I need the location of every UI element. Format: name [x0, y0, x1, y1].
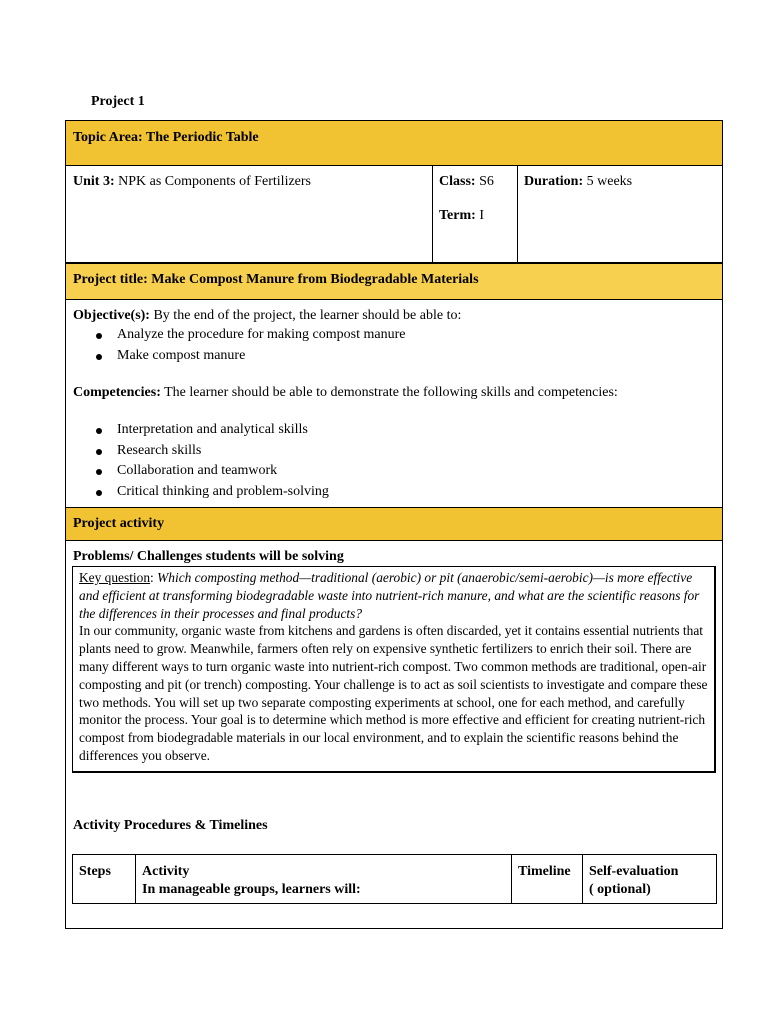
competency-item: Interpretation and analytical skills — [117, 420, 715, 441]
key-question-label: Key question — [79, 570, 151, 585]
procedures-title: Activity Procedures & Timelines — [73, 818, 268, 833]
project-title: Project title: Make Compost Manure from Biodegradable Materials — [73, 272, 479, 287]
project-title-row — [66, 263, 722, 300]
activity-header: Activity In manageable groups, learners will: — [136, 855, 512, 904]
objectives-intro: By the end of the project, the learner should be able to: — [149, 308, 462, 323]
unit-text: NPK as Components of Fertilizers — [114, 174, 311, 189]
term-label: Term: — [439, 208, 476, 223]
term-value: I — [475, 208, 484, 223]
competencies-intro: The learner should be able to demonstrate the following skills and competencies: — [160, 385, 618, 400]
table-header-row — [73, 855, 717, 904]
class-label: Class: — [439, 174, 476, 189]
project-table — [65, 120, 723, 929]
competency-item: Critical thinking and problem-solving — [117, 482, 715, 503]
duration-label: Duration: — [524, 174, 584, 189]
competency-item: Research skills — [117, 441, 715, 462]
key-question-box — [72, 566, 716, 773]
project-label: Project 1 — [91, 94, 145, 109]
activity-body — [66, 541, 722, 928]
class-term-cell — [433, 166, 518, 262]
objectives-section — [66, 300, 722, 508]
competencies-label: Competencies: — [73, 385, 161, 400]
objectives-list — [73, 325, 715, 366]
unit-cell — [66, 166, 433, 262]
timeline-header: Timeline — [512, 855, 583, 904]
problems-title: Problems/ Challenges students will be solving — [73, 549, 344, 564]
class-value: S6 — [475, 174, 494, 189]
duration-cell — [518, 166, 722, 262]
competencies-list — [73, 420, 715, 502]
unit-row — [66, 166, 722, 263]
duration-value: 5 weeks — [583, 174, 633, 189]
objective-item: Analyze the procedure for making compost manure — [117, 325, 715, 346]
competency-item: Collaboration and teamwork — [117, 461, 715, 482]
steps-header: Steps — [73, 855, 136, 904]
self-evaluation-header: Self-evaluation ( optional) — [583, 855, 717, 904]
challenge-description: In our community, organic waste from kitchens and gardens is often discarded, yet it contains essential nutrients that plants need to grow. Meanwhile, farmers often rely on expensive synthetic fertilizers to enrich their soil. There are many different ways to turn organic waste into nutrient-rich compost. Two common methods are traditional, open-air composting and pit (or trench) composting. Your challenge is to act as soil scientists to investigate and compare these two methods. You will set up two separate composting experiments at school, one for each method, and carefully monitor the process. Your goal is to determine which method is more effective and efficient for creating nutrient-rich compost from biodegradable materials in our local environment, and to explain the scientific reasons behind the differences you observe. — [79, 623, 708, 763]
topic-area: Topic Area: The Periodic Table — [73, 130, 259, 145]
project-activity-heading: Project activity — [73, 516, 165, 531]
procedures-table — [72, 854, 717, 904]
objectives-label: Objective(s): — [73, 308, 150, 323]
key-question-text: Which composting method—traditional (aerobic) or pit (anaerobic/semi-aerobic)—is more effective and efficient at transforming biodegradable waste into nutrient-rich manure, and what are the scientific reasons for the differences in their processes and final products? — [79, 570, 700, 621]
project-activity-row — [66, 508, 722, 541]
topic-area-row — [66, 121, 722, 166]
objective-item: Make compost manure — [117, 346, 715, 367]
key-question-colon: : — [150, 570, 158, 585]
unit-label: Unit 3: — [73, 174, 115, 189]
